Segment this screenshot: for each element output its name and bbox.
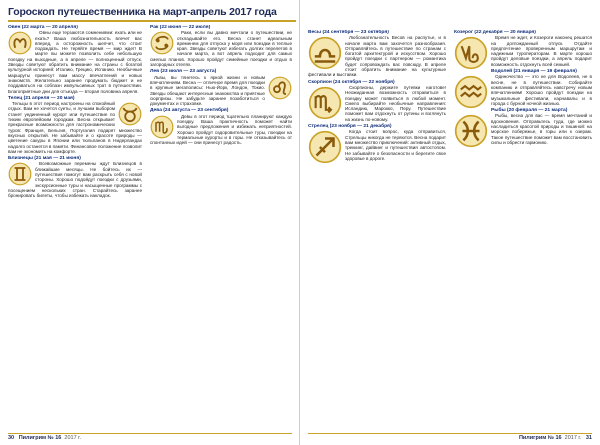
sign-text-cancer: Раки, если вы давно мечтали о путешествии, не откладывайте его. Весна станет идеальным временем для отпуска у моря или поездки в теплые края. Звезды советуют избегать долгих перелетов в начале марта, а вот апрель подходит для самых смелых планов. Хорошо пройдут семейные поездки и отдых в загородных отелях. — [150, 30, 292, 68]
sign-text-aries: Овны еще терзаются сомнениями: ехать или не ехать? Ваша любознательность влечет вас вперед, а осторожность шепчет, что стоит подождать. Не теряйте время — мир ждет! В марте вы можете позволить себе небольшую поездку на выходные, а в апреле — полноценный отпуск. Звезды советуют обратить внимание на страны с богатой культурной историей: Италию, Грецию, Испанию. Необычные маршруты принесут вам массу впечатлений и новых знакомств. Желательно заранее продумать бюджет и не поддаваться на соблазн импульсивных трат в путешествии. Благоприятные дни для отъезда — вторая половина апреля. — [8, 30, 142, 94]
scorpio-icon — [308, 86, 342, 120]
sign-title-virgo: Дева (24 августа — 23 сентября) — [150, 108, 229, 114]
sign-text-virgo: Девы в этот период тщательно планируют каждую поездку. Ваша практичность поможет найти выгодные предложения и избежать неприятностей. Хорошо пройдут оздоровительные туры, поездки на термальные курорты и в горы. Не отказывайтесь от спонтанных идей — они принесут радость. — [150, 113, 292, 146]
right-page — [300, 0, 600, 445]
sign-title-aquarius: Водолей (21 января — 19 февраля) — [491, 69, 577, 75]
cancer-icon — [150, 31, 174, 55]
sign-text-aquarius: Одиночество — это не для Водолеев, не в весне, не в путешествии. Собирайте компанию и отправляйтесь навстречу новым впечатлениям! Хорошо пройдут поездки на музыкальные фестивали, карнавалы и в города с бурной ночной жизнью. — [491, 74, 592, 106]
right-footer — [308, 433, 592, 443]
right-page-number: 31 — [585, 435, 592, 441]
libra-icon — [308, 36, 342, 70]
sign-text-leo: Львы, вы тянетесь к яркой жизни и новым впечатлениям. Весна — отличное время для поездки в крупные мегаполисы: Нью-Йорк, Лондон, Токио. Звезды обещают интересные знакомства и приятные сюрпризы. Не забудьте заранее позаботиться о документах и страховке. — [150, 74, 265, 107]
sign-title-taurus: Телец (21 апреля — 20 мая) — [8, 95, 75, 101]
right-column-2 — [454, 30, 592, 423]
left-footer — [8, 433, 292, 443]
page-headline — [8, 2, 298, 20]
left-page-number: 30 — [8, 435, 15, 441]
pisces-icon — [454, 114, 488, 148]
sagittarius-icon — [308, 130, 342, 164]
sign-title-cancer: Рак (22 июня — 22 июля) — [150, 25, 211, 30]
sign-text-sagittarius: Когда стоит вопрос, куда отправиться, Стрельцы никогда не теряются. Весна подарит вам множество приключений: активный отдых, треккинг, дайвинг и путешествия автостопом. Не забывайте о безопасности и берегите свое здоровье в дороге. — [345, 129, 446, 161]
taurus-icon — [118, 102, 142, 126]
sign-text-libra: Любознательность Весов на распутье, и в начале марта вам захочется разнообразия. Отправляйтесь в путешествие по странам с богатой архитектурой и искусством. Хорошо пройдут поездки с партнером — романтика будет сопровождать вас повсюду. В апреле стоит обратить внимание на культурные фестивали и выставки. — [308, 35, 446, 78]
left-year: 2017 г. — [64, 435, 82, 441]
headline-rule — [8, 20, 296, 22]
sign-title-pisces: Рыбы (20 февраля — 21 марта) — [491, 108, 568, 114]
sign-text-capricorn: Время не ждет, и Козероги наконец решатся на долгожданный отпуск. Отдайте предпочтение проверенным маршрутам и надежным туроператорам. В марте хорошо пройдут деловые поездки, а апрель подарит возможность отдохнуть всей семьей. — [491, 35, 592, 67]
sign-title-aries: Овен (22 марта — 20 апреля) — [8, 25, 78, 30]
left-column-1 — [8, 25, 142, 423]
sign-title-libra: Весы (24 сентября — 23 октября) — [308, 30, 389, 35]
sign-title-leo: Лев (23 июля — 23 августа) — [150, 69, 217, 75]
gemini-icon — [8, 162, 32, 186]
sign-title-gemini: Близнецы (21 мая — 21 июня) — [8, 156, 81, 162]
right-year: 2017 г. — [564, 435, 582, 441]
aries-icon — [8, 31, 32, 55]
leo-icon — [268, 76, 292, 100]
right-magazine-name: Пилигрим № 16 — [518, 435, 562, 441]
sign-title-capricorn: Козерог (22 декабря — 20 января) — [454, 30, 536, 35]
sign-text-taurus: Тельцы в этот период настроены на спокойный отдых. Вам не хочется суеты, и лучшим выбором станет уединенный курорт или путешествие по тихим европейским городкам. Весна открывает прекрасные возможности для гастрономических туров: Франция, Бельгия, Португалия подарят множество вкусных открытий. Не забывайте и о красоте природы — цветение сакуры в Японии или тюльпанов в Нидерландах надолго останется в памяти. Финансовое положение позволит вам не экономить на комфорте. — [8, 101, 142, 154]
capricorn-icon — [454, 36, 488, 70]
aquarius-icon — [454, 75, 488, 109]
virgo-icon — [150, 115, 174, 139]
right-column-1 — [308, 30, 446, 423]
sign-text-gemini: Всевозможные перемены ждут Близнецов в ближайшие месяцы. Не бойтесь их — путешествия помогут вам раскрыть себя с новой стороны. Хорошо подойдут поездки с друзьями, экскурсионные туры и насыщенные программы с посещением нескольких стран. Старайтесь заранее бронировать билеты, чтобы избежать накладок. — [8, 161, 142, 199]
sign-title-sagittarius: Стрелец (23 ноября — 21 декабря) — [308, 124, 392, 130]
sign-title-scorpio: Скорпион (24 октября — 22 ноября) — [308, 79, 395, 85]
sign-text-pisces: Рыбы, весна для вас — время мечтаний и вдохновения. Отправьтесь туда, где можно насладиться красотой природы и тишиной: на морское побережье, в горы или к озерам. Такое путешествие поможет вам восстановить силы и обрести гармонию. — [491, 113, 592, 145]
headline-text: Гороскоп путешественника на март-апрель 2017 года — [8, 6, 277, 18]
sign-text-scorpio: Скорпионы, держите путевки наготове! Неожиданная возможность отправиться в поездку может появиться в любой момент. Смело выбирайте необычные направления: Исландию, Марокко, Перу. Путешествие поможет вам отдохнуть от рутины и взглянуть на жизнь по-новому. — [345, 84, 446, 122]
left-magazine-name: Пилигрим № 16 — [18, 435, 62, 441]
left-column-2 — [150, 25, 292, 423]
